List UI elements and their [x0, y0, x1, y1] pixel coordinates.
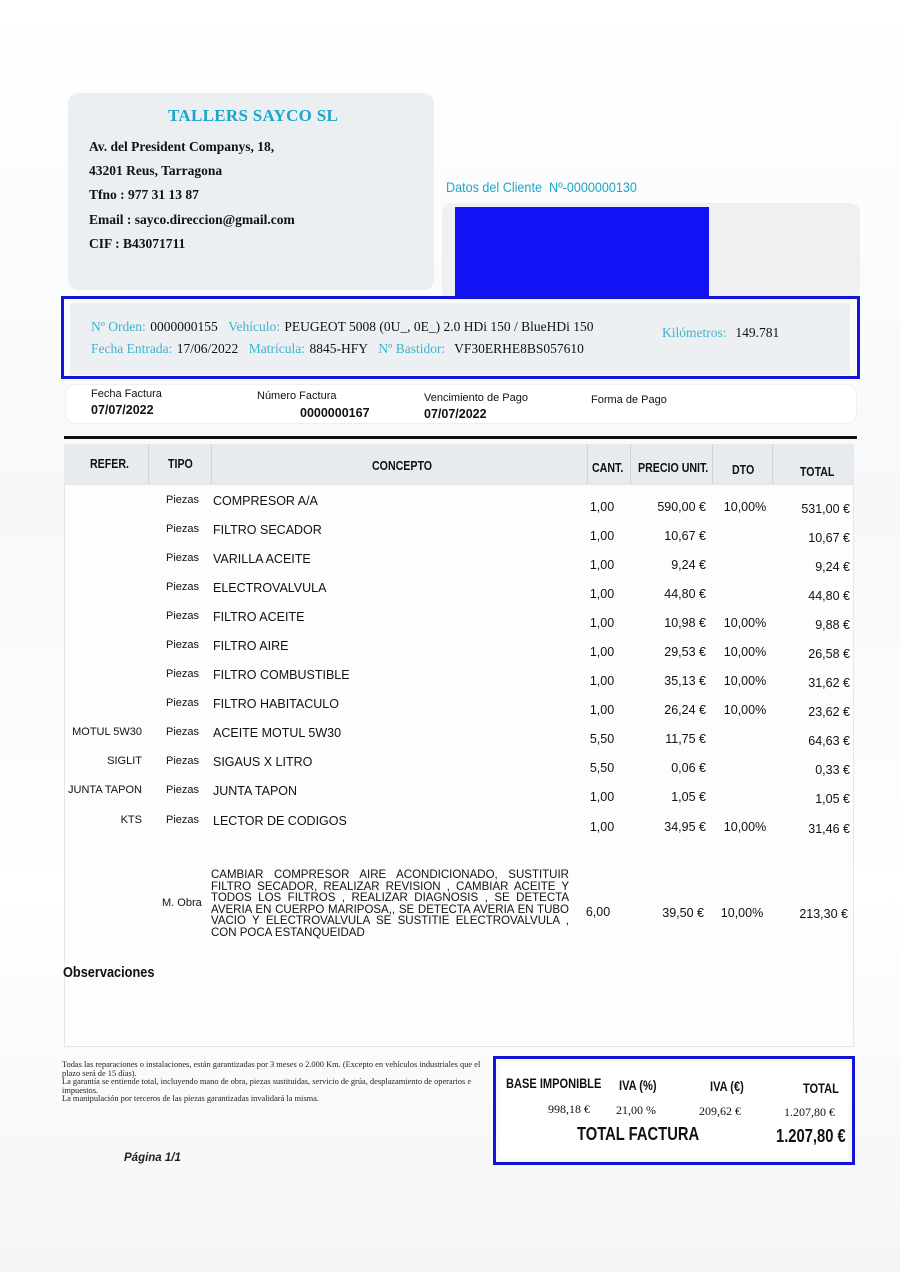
header-separator	[772, 444, 773, 484]
cell-concepto: JUNTA TAPON	[213, 784, 298, 798]
cell-concepto: FILTRO SECADOR	[213, 523, 322, 537]
cell-total: 10,67 €	[808, 531, 850, 545]
invoice-number-value: 0000000167	[300, 406, 370, 420]
vehicle-value: PEUGEOT 5008 (0U_, 0E_) 2.0 HDi 150 / BlueHDi 150	[284, 319, 594, 334]
cell-cant: 1,00	[589, 674, 615, 688]
cell-concepto: FILTRO COMBUSTIBLE	[213, 668, 350, 682]
header-separator	[211, 444, 212, 484]
labor-total: 213,30 €	[799, 907, 848, 921]
km-value: 149.781	[735, 325, 780, 340]
cell-tipo: Piezas	[166, 639, 200, 651]
grand-total-value: 1.207,80 €	[776, 1126, 846, 1146]
cell-cant: 1,00	[589, 558, 615, 572]
plate-value: 8845-HFY	[309, 341, 368, 356]
cell-total: 9,24 €	[815, 560, 850, 574]
payment-method-label: Forma de Pago	[591, 394, 667, 406]
cell-cant: 1,00	[589, 500, 615, 514]
cell-tipo: Piezas	[166, 726, 200, 738]
company-address-1: Av. del President Companys, 18,	[89, 139, 275, 154]
order-value: 0000000155	[150, 319, 218, 334]
observaciones-label: Observaciones	[63, 964, 155, 981]
vehicle-row-2	[91, 340, 584, 358]
cell-tipo: Piezas	[166, 552, 200, 564]
cell-concepto: VARILLA ACEITE	[213, 552, 311, 566]
cell-precio: 1,05 €	[671, 790, 706, 804]
chassis-label: Nº Bastidor:	[378, 341, 446, 356]
cell-concepto: FILTRO ACEITE	[213, 610, 305, 624]
base-value: 998,18 €	[548, 1102, 590, 1116]
cell-total: 9,88 €	[815, 618, 850, 632]
entry-value: 17/06/2022	[176, 341, 239, 356]
cell-concepto: ACEITE MOTUL 5W30	[213, 726, 342, 740]
cell-total: 1,05 €	[815, 792, 850, 806]
grand-total-label: TOTAL FACTURA	[577, 1124, 700, 1144]
col-header-tipo: TIPO	[168, 457, 193, 471]
invoice-date-label: Fecha Factura	[91, 388, 162, 400]
iva-eur-value: 209,62 €	[699, 1104, 741, 1118]
company-phone: Tfno : 977 31 13 87	[89, 187, 199, 202]
cell-dto: 10,00%	[723, 820, 767, 834]
km-group	[662, 324, 779, 342]
company-email: Email : sayco.direccion@gmail.com	[89, 212, 295, 227]
col-header-dto: DTO	[732, 463, 755, 477]
cell-total: 0,33 €	[815, 763, 850, 777]
cell-precio: 29,53 €	[664, 645, 706, 659]
entry-label: Fecha Entrada:	[91, 341, 173, 356]
header-separator	[148, 444, 149, 484]
company-cif: CIF : B43071711	[89, 236, 186, 251]
total-label: TOTAL	[803, 1081, 839, 1096]
cell-tipo: Piezas	[166, 610, 200, 622]
header-separator	[630, 444, 631, 484]
iva-eur-label: IVA (€)	[710, 1079, 744, 1094]
labor-description: CAMBIAR COMPRESOR AIRE ACONDICIONADO, SUSTITUIR FILTRO SECADOR, REALIZAR REVISION , CAMBIAR ACEITE Y TODOS LOS FILTROS , REALIZAR DIAGNOSIS , SE DETECTA AVERIA EN CUERPO MARIPOSA,, SE DETECTA AVERIA EN TUBO VACIO Y ELECTROVALVULA SE SUSTITIE ELECTROVALVULA , CON POCA ESTANQUEIDAD	[211, 869, 569, 939]
client-title	[446, 179, 637, 195]
due-date-value: 07/07/2022	[424, 407, 487, 421]
km-label: Kilómetros:	[662, 325, 727, 340]
invoice-number-label: Número Factura	[257, 390, 337, 402]
cell-dto: 10,00%	[723, 703, 767, 717]
cell-concepto: SIGAUS X LITRO	[213, 755, 313, 769]
header-rule	[64, 436, 857, 439]
cell-concepto: ELECTROVALVULA	[213, 581, 327, 595]
cell-concepto: FILTRO AIRE	[213, 639, 289, 653]
cell-ref: MOTUL 5W30	[72, 726, 142, 738]
cell-precio: 44,80 €	[664, 587, 706, 601]
cell-total: 531,00 €	[801, 502, 850, 516]
cell-dto: 10,00%	[723, 674, 767, 688]
cell-cant: 5,50	[589, 761, 615, 775]
company-name: TALLERS SAYCO SL	[168, 106, 339, 125]
cell-ref: JUNTA TAPON	[68, 784, 142, 796]
cell-cant: 1,00	[589, 587, 615, 601]
legal-line: La garantía se entiende total, incluyendo mano de obra, piezas sustituidas, servicio de grúa, desplazamiento de operarios e impuestos.	[62, 1077, 472, 1095]
cell-tipo: Piezas	[166, 755, 200, 767]
cell-ref: KTS	[120, 814, 142, 826]
legal-line: Todas las reparaciones o instalaciones, están garantizadas por 3 meses o 2.000 Km. (Excepto en vehículos industriales que el plazo será de 15 días).	[62, 1060, 481, 1078]
base-label: BASE IMPONIBLE	[506, 1076, 602, 1091]
labor-dto: 10,00%	[720, 906, 764, 920]
cell-precio: 26,24 €	[664, 703, 706, 717]
col-header-ref: REFER.	[90, 457, 129, 471]
cell-cant: 1,00	[589, 703, 615, 717]
cell-total: 31,46 €	[808, 822, 850, 836]
header-separator	[712, 444, 713, 484]
cell-cant: 1,00	[589, 820, 615, 834]
cell-tipo: Piezas	[166, 494, 200, 506]
legal-text	[62, 1061, 492, 1104]
cell-cant: 1,00	[589, 645, 615, 659]
cell-concepto: LECTOR DE CODIGOS	[213, 814, 347, 828]
header-separator	[587, 444, 588, 484]
cell-precio: 35,13 €	[664, 674, 706, 688]
cell-cant: 1,00	[589, 790, 615, 804]
cell-precio: 10,98 €	[664, 616, 706, 630]
cell-tipo: Piezas	[166, 523, 200, 535]
due-date-label: Vencimiento de Pago	[424, 392, 528, 404]
col-header-total: TOTAL	[800, 465, 835, 479]
cell-precio: 34,95 €	[664, 820, 706, 834]
cell-tipo: Piezas	[166, 814, 200, 826]
company-address-2: 43201 Reus, Tarragona	[89, 163, 223, 178]
cell-total: 44,80 €	[808, 589, 850, 603]
cell-total: 64,63 €	[808, 734, 850, 748]
client-number: Nº-0000000130	[548, 179, 637, 195]
cell-precio: 11,75 €	[665, 732, 706, 746]
cell-cant: 1,00	[589, 529, 615, 543]
plate-label: Matrícula:	[248, 341, 305, 356]
cell-tipo: Piezas	[166, 581, 200, 593]
total-value: 1.207,80 €	[784, 1105, 835, 1119]
client-title-label: Datos del Cliente	[446, 179, 542, 195]
cell-concepto: COMPRESOR A/A	[213, 494, 318, 508]
invoice-date-value: 07/07/2022	[91, 403, 154, 417]
cell-total: 23,62 €	[808, 705, 850, 719]
iva-pct-value: 21,00 %	[616, 1103, 656, 1117]
cell-precio: 0,06 €	[671, 761, 706, 775]
col-header-cant: CANT.	[592, 461, 624, 475]
order-label: Nº Orden:	[91, 319, 146, 334]
cell-tipo: Piezas	[166, 668, 200, 680]
iva-pct-label: IVA (%)	[619, 1078, 657, 1093]
labor-cant: 6,00	[585, 905, 611, 919]
client-redaction	[455, 207, 709, 299]
cell-precio: 9,24 €	[671, 558, 706, 572]
vehicle-row-1	[91, 318, 594, 336]
col-header-concepto: CONCEPTO	[372, 459, 433, 473]
chassis-value: VF30ERHE8BS057610	[454, 341, 584, 356]
cell-dto: 10,00%	[723, 500, 767, 514]
cell-cant: 5,50	[589, 732, 615, 746]
cell-total: 31,62 €	[808, 676, 850, 690]
cell-ref: SIGLIT	[107, 755, 142, 767]
cell-tipo: Piezas	[166, 697, 200, 709]
labor-precio: 39,50 €	[662, 906, 704, 920]
cell-tipo: Piezas	[166, 784, 200, 796]
cell-total: 26,58 €	[808, 647, 850, 661]
cell-dto: 10,00%	[723, 616, 767, 630]
page-number: Página 1/1	[124, 1152, 181, 1164]
cell-concepto: FILTRO HABITACULO	[213, 697, 339, 711]
vehicle-label: Vehículo:	[228, 319, 280, 334]
legal-line: La manipulación por terceros de las piezas garantizadas invalidará la misma.	[62, 1094, 319, 1104]
cell-dto: 10,00%	[723, 645, 767, 659]
labor-tipo: M. Obra	[162, 897, 202, 909]
cell-precio: 10,67 €	[664, 529, 706, 543]
cell-precio: 590,00 €	[657, 500, 706, 514]
col-header-precio: PRECIO UNIT.	[638, 461, 709, 475]
cell-cant: 1,00	[589, 616, 615, 630]
